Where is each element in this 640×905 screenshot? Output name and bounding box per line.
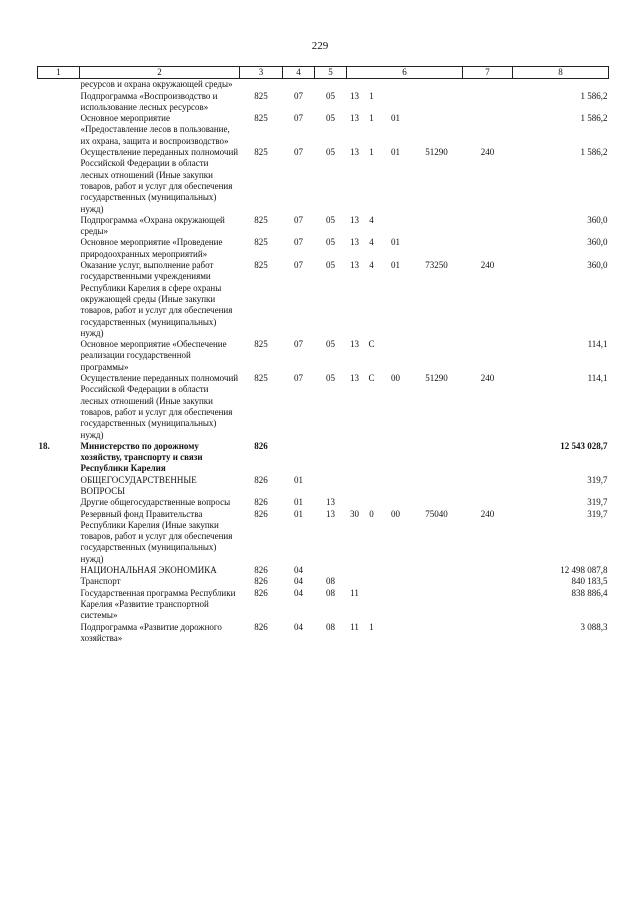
table-row	[38, 622, 609, 645]
column-header: 6	[347, 67, 463, 79]
cell-subsection: 05	[326, 147, 335, 158]
cell-subprogram: 4	[369, 260, 374, 271]
cell-expense-type	[463, 622, 513, 645]
cell-subprogram: 4	[369, 237, 374, 248]
row-number	[38, 79, 80, 91]
cell-subprogram: 1	[369, 90, 374, 101]
row-number	[38, 147, 80, 215]
column-header: 5	[315, 67, 347, 79]
cell-expense-type	[463, 565, 513, 576]
row-name: Резервный фонд Правительства Республики Карелия (Иные закупки товаров, работ и услуг для обеспечения государственных (муниципальных) нужд)	[80, 508, 233, 564]
cell-direction	[411, 91, 463, 114]
cell-subsection: 05	[326, 339, 335, 350]
cell-direction: 75040	[425, 508, 448, 519]
cell-ministry-code: 825	[254, 237, 268, 248]
cell-section	[283, 79, 315, 91]
cell-subprogram: С	[368, 373, 375, 384]
cell-activity: 00	[391, 508, 400, 519]
page-number: 229	[311, 40, 329, 52]
cell-expense-type	[463, 79, 513, 91]
cell-activity: 01	[391, 237, 400, 248]
row-name: Государственная программа Республики Карелия «Развитие транспортной системы»	[80, 587, 236, 621]
cell-expense-type	[463, 237, 513, 260]
table-row	[38, 497, 609, 508]
table-row	[38, 588, 609, 622]
cell-subsection: 05	[326, 113, 335, 124]
cell-subprogram	[363, 497, 381, 508]
cell-subsection: 13	[326, 497, 335, 508]
cell-amount: 12 498 087,8	[560, 565, 608, 576]
cell-subprogram	[363, 79, 381, 91]
cell-expense-type	[463, 497, 513, 508]
cell-ministry-code: 825	[254, 214, 268, 225]
cell-program: 13	[350, 113, 359, 124]
cell-subprogram: 1	[369, 147, 374, 158]
row-number	[38, 622, 80, 645]
cell-subsection: 05	[326, 90, 335, 101]
cell-section: 07	[294, 373, 303, 384]
table-row	[38, 215, 609, 238]
row-name: НАЦИОНАЛЬНАЯ ЭКОНОМИКА	[80, 565, 217, 576]
cell-section: 04	[294, 565, 303, 576]
cell-section: 07	[294, 237, 303, 248]
cell-direction	[411, 113, 463, 147]
table-row	[38, 475, 609, 498]
cell-ministry-code: 826	[254, 440, 268, 451]
cell-subsection: 05	[326, 214, 335, 225]
cell-subprogram: С	[368, 339, 375, 350]
cell-subsection: 08	[326, 621, 335, 632]
cell-section: 07	[294, 147, 303, 158]
cell-amount: 319,7	[587, 497, 608, 508]
cell-activity: 01	[391, 260, 400, 271]
cell-ministry-code: 826	[254, 621, 268, 632]
table-row	[38, 260, 609, 339]
budget-table	[37, 66, 609, 644]
cell-subprogram: 4	[369, 214, 374, 225]
cell-ministry-code: 826	[254, 497, 268, 508]
cell-section: 01	[294, 474, 303, 485]
row-name: Транспорт	[80, 576, 121, 587]
cell-ministry-code: 826	[254, 587, 268, 598]
cell-ministry-code: 825	[254, 373, 268, 384]
cell-expense-type: 240	[480, 260, 495, 271]
table-row	[38, 373, 609, 441]
table-row	[38, 237, 609, 260]
cell-expense-type	[463, 441, 513, 475]
cell-ministry-code: 825	[254, 147, 268, 158]
cell-direction	[411, 237, 463, 260]
column-header: 8	[513, 67, 609, 79]
row-number	[38, 565, 80, 576]
cell-expense-type: 240	[480, 147, 495, 158]
row-number	[38, 509, 80, 565]
cell-ministry-code: 825	[254, 260, 268, 271]
cell-expense-type	[463, 113, 513, 147]
row-name: Основное мероприятие «Проведение природоохранных мероприятий»	[80, 237, 223, 259]
cell-amount: 360,0	[587, 260, 608, 271]
cell-direction: 51290	[425, 373, 448, 384]
cell-expense-type	[463, 475, 513, 498]
cell-program	[347, 576, 363, 587]
cell-amount: 360,0	[587, 237, 608, 248]
cell-activity	[381, 588, 411, 622]
cell-amount: 114,1	[587, 339, 608, 350]
cell-subsection: 08	[326, 587, 335, 598]
cell-section: 07	[294, 113, 303, 124]
cell-amount: 360,0	[587, 214, 608, 225]
row-number	[38, 113, 80, 147]
cell-subsection	[315, 565, 347, 576]
row-name: Министерство по дорожному хозяйству, транспорту и связи Республики Карелия	[80, 440, 203, 474]
cell-activity	[381, 91, 411, 114]
row-number: 18.	[38, 440, 50, 451]
cell-amount: 1 586,2	[580, 113, 608, 124]
cell-section: 07	[294, 90, 303, 101]
cell-program: 11	[350, 621, 359, 632]
cell-ministry-code: 825	[254, 90, 268, 101]
cell-expense-type: 240	[480, 373, 495, 384]
cell-direction	[411, 79, 463, 91]
cell-amount: 840 183,5	[571, 576, 608, 587]
cell-expense-type: 240	[480, 508, 495, 519]
table-row	[38, 441, 609, 475]
row-number	[38, 576, 80, 587]
table-row	[38, 91, 609, 114]
cell-expense-type	[463, 339, 513, 373]
cell-amount: 12 543 028,7	[560, 440, 608, 451]
cell-section: 01	[294, 497, 303, 508]
column-header: 4	[283, 67, 315, 79]
row-name: Оказание услуг, выполнение работ государственными учреждениями Республики Карелия в сфере охраны окружающей среды (Иные закупки товаров, работ и услуг для обеспечения государственных (муниципальных) нужд)	[80, 260, 233, 338]
cell-subprogram	[363, 576, 381, 587]
table-row	[38, 79, 609, 91]
cell-ministry-code: 826	[254, 474, 268, 485]
cell-program: 11	[350, 587, 359, 598]
cell-program	[347, 475, 363, 498]
row-number	[38, 497, 80, 508]
row-number	[38, 237, 80, 260]
row-number	[38, 260, 80, 339]
cell-activity	[381, 475, 411, 498]
cell-program: 30	[350, 508, 359, 519]
cell-program	[347, 565, 363, 576]
column-header: 3	[240, 67, 283, 79]
cell-direction: 73250	[425, 260, 448, 271]
cell-amount: 838 886,4	[571, 587, 608, 598]
cell-subsection: 05	[326, 260, 335, 271]
cell-activity	[381, 79, 411, 91]
cell-ministry-code: 825	[254, 113, 268, 124]
cell-subprogram: 0	[369, 508, 374, 519]
row-number	[38, 339, 80, 373]
cell-subprogram: 1	[369, 621, 374, 632]
cell-amount: 319,7	[587, 508, 608, 519]
row-number	[38, 91, 80, 114]
row-name: Осуществление переданных полномочий Российской Федерации в области лесных отношений (Иные закупки товаров, работ и услуг для обеспечения государственных (муниципальных) нужд)	[80, 373, 239, 440]
cell-section: 07	[294, 260, 303, 271]
cell-amount: 1 586,2	[580, 147, 608, 158]
cell-subprogram	[363, 441, 381, 475]
cell-direction	[411, 622, 463, 645]
cell-direction	[411, 215, 463, 238]
cell-expense-type	[463, 91, 513, 114]
cell-amount: 1 586,2	[580, 90, 608, 101]
cell-expense-type	[463, 576, 513, 587]
cell-program: 13	[350, 260, 359, 271]
cell-activity: 01	[391, 113, 400, 124]
cell-subsection	[315, 475, 347, 498]
cell-section: 07	[294, 339, 303, 350]
cell-amount: 3 088,3	[580, 621, 608, 632]
cell-program: 13	[350, 214, 359, 225]
cell-amount: 114,1	[587, 373, 608, 384]
cell-activity	[381, 497, 411, 508]
cell-direction	[411, 475, 463, 498]
cell-subsection: 13	[326, 508, 335, 519]
row-name: Подпрограмма «Развитие дорожного хозяйства»	[80, 621, 222, 643]
cell-ministry-code: 826	[254, 576, 268, 587]
cell-program	[347, 441, 363, 475]
table-row	[38, 339, 609, 373]
cell-section	[283, 441, 315, 475]
cell-section: 04	[294, 576, 303, 587]
table-row	[38, 576, 609, 587]
row-name: Другие общегосударственные вопросы	[80, 497, 231, 508]
row-number	[38, 588, 80, 622]
cell-activity	[381, 565, 411, 576]
cell-ministry-code: 826	[254, 508, 268, 519]
cell-subsection: 08	[326, 576, 335, 587]
cell-section: 04	[294, 621, 303, 632]
cell-activity	[381, 215, 411, 238]
cell-expense-type	[463, 215, 513, 238]
table-row	[38, 509, 609, 565]
cell-subsection	[315, 79, 347, 91]
cell-direction: 51290	[425, 147, 448, 158]
cell-ministry-code: 826	[254, 565, 268, 576]
row-name: Осуществление переданных полномочий Российской Федерации в области лесных отношений (Иные закупки товаров, работ и услуг для обеспечения государственных (муниципальных) нужд)	[80, 147, 239, 214]
cell-activity	[381, 339, 411, 373]
row-name: Основное мероприятие «Обеспечение реализации государственной программы»	[80, 339, 227, 372]
cell-program: 13	[350, 90, 359, 101]
cell-activity	[381, 576, 411, 587]
cell-subprogram	[363, 588, 381, 622]
cell-program	[347, 79, 363, 91]
cell-program: 13	[350, 373, 359, 384]
row-name: ресурсов и охрана окружающей среды»	[80, 79, 233, 90]
cell-expense-type	[463, 588, 513, 622]
table-row	[38, 147, 609, 215]
cell-section: 07	[294, 214, 303, 225]
cell-amount	[513, 79, 609, 91]
cell-program: 13	[350, 147, 359, 158]
cell-direction	[411, 576, 463, 587]
cell-subprogram	[363, 565, 381, 576]
cell-activity	[381, 441, 411, 475]
cell-subprogram	[363, 475, 381, 498]
cell-subsection: 05	[326, 237, 335, 248]
cell-subsection	[315, 441, 347, 475]
cell-program	[347, 497, 363, 508]
cell-direction	[411, 441, 463, 475]
cell-ministry-code	[240, 79, 283, 91]
row-number	[38, 475, 80, 498]
table-row	[38, 565, 609, 576]
row-number	[38, 373, 80, 441]
cell-program: 13	[350, 339, 359, 350]
row-name: Основное мероприятие «Предоставление лесов в пользование, их охрана, защита и воспроизводство»	[80, 113, 230, 146]
column-header: 7	[463, 67, 513, 79]
cell-program: 13	[350, 237, 359, 248]
cell-direction	[411, 588, 463, 622]
column-header: 1	[38, 67, 80, 79]
cell-activity	[381, 622, 411, 645]
cell-direction	[411, 497, 463, 508]
row-number	[38, 215, 80, 238]
cell-subsection: 05	[326, 373, 335, 384]
cell-subprogram: 1	[369, 113, 374, 124]
cell-ministry-code: 825	[254, 339, 268, 350]
cell-activity: 01	[391, 147, 400, 158]
row-name: Подпрограмма «Охрана окружающей среды»	[80, 214, 225, 237]
cell-amount: 319,7	[587, 474, 608, 485]
row-name: Подпрограмма «Воспроизводство и использование лесных ресурсов»	[80, 90, 218, 112]
cell-section: 04	[294, 587, 303, 598]
table-header-row	[38, 67, 609, 79]
column-header: 2	[80, 67, 240, 79]
cell-activity: 00	[391, 373, 400, 384]
cell-direction	[411, 565, 463, 576]
cell-section: 01	[294, 508, 303, 519]
row-name: ОБЩЕГОСУДАРСТВЕННЫЕ ВОПРОСЫ	[80, 474, 197, 496]
cell-direction	[411, 339, 463, 373]
table-row	[38, 113, 609, 147]
